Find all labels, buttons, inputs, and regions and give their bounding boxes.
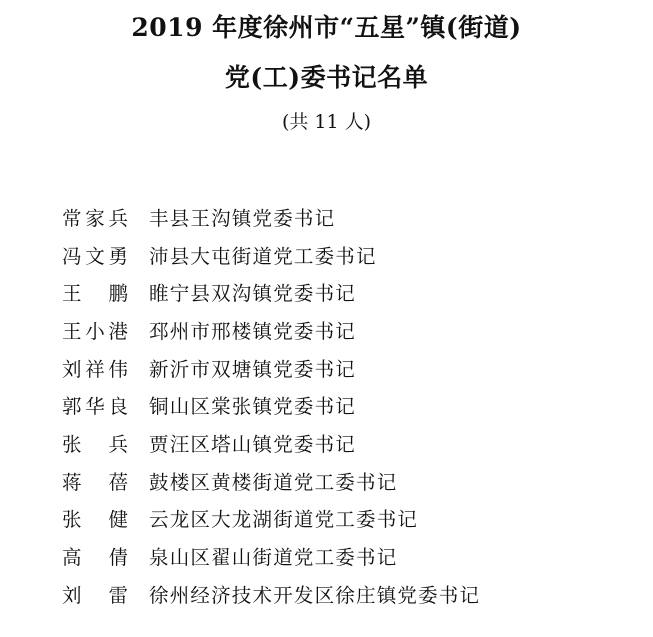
person-name: 常家兵: [62, 206, 128, 230]
person-role: 新沂市双塘镇党委书记: [149, 357, 357, 381]
count-note: (共 11 人): [281, 111, 372, 133]
list-item: [62, 386, 622, 424]
person-role: 泉山区翟山街道党工委书记: [149, 546, 398, 570]
list-item: [62, 236, 622, 274]
list-item: [62, 462, 622, 500]
list-item: [62, 349, 622, 387]
list-item: [62, 273, 622, 311]
list-item: [62, 311, 622, 349]
person-name: 张健: [62, 508, 128, 532]
person-role: 沛县大屯街道党工委书记: [149, 244, 377, 268]
list-item: [62, 500, 622, 538]
list-item: [62, 198, 622, 236]
person-name: 刘雷: [62, 583, 128, 607]
person-name: 刘祥伟: [62, 357, 128, 381]
person-role: 铜山区棠张镇党委书记: [149, 395, 357, 419]
secretary-list: [62, 198, 622, 613]
title-line-1: 2019 年度徐州市“五星”镇(街道): [131, 13, 522, 42]
person-role: 云龙区大龙湖街道党工委书记: [149, 508, 419, 532]
title-line-2: 党(工)委书记名单: [224, 63, 429, 92]
person-name: 高倩: [62, 546, 128, 570]
person-name: 张兵: [62, 432, 128, 456]
person-role: 丰县王沟镇党委书记: [149, 206, 336, 230]
person-role: 贾汪区塔山镇党委书记: [149, 432, 357, 456]
person-role: 徐州经济技术开发区徐庄镇党委书记: [149, 583, 481, 607]
person-role: 鼓楼区黄楼街道党工委书记: [149, 470, 398, 494]
person-role: 睢宁县双沟镇党委书记: [149, 282, 357, 306]
list-item: [62, 537, 622, 575]
person-name: 冯文勇: [62, 244, 128, 268]
list-item: [62, 424, 622, 462]
person-name: 王小港: [62, 319, 128, 343]
list-item: [62, 575, 622, 613]
person-role: 邳州市邢楼镇党委书记: [149, 319, 357, 343]
person-name: 郭华良: [62, 395, 128, 419]
person-name: 王鹏: [62, 282, 128, 306]
person-name: 蒋蓓: [62, 470, 128, 494]
